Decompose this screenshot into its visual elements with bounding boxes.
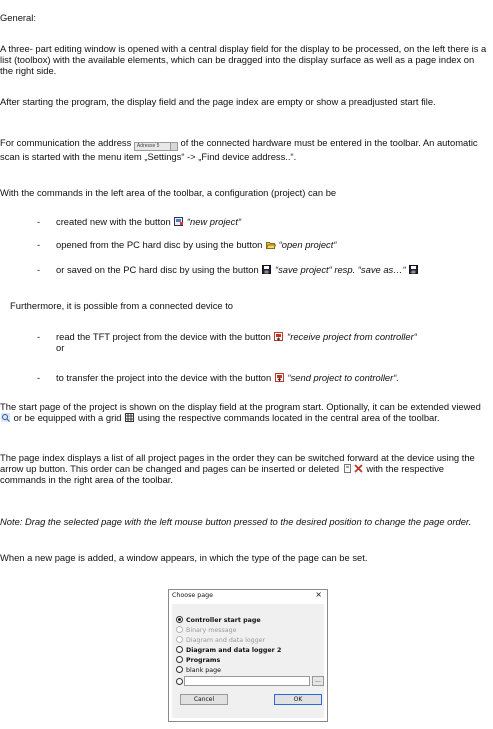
start-page-text-b: or be equipped with a grid bbox=[13, 412, 122, 423]
bullet-save-text: or saved on the PC hard disc by using the button bbox=[56, 264, 259, 275]
dash: - bbox=[37, 216, 41, 227]
radio-icon bbox=[176, 626, 183, 633]
bullet-text bbox=[56, 239, 487, 250]
bullet-receive-text: read the TFT project from the device with the button bbox=[56, 331, 271, 342]
radio-icon bbox=[176, 656, 183, 663]
option-diagram-data-logger bbox=[176, 636, 265, 645]
note: Note: Drag the selected page with the left mouse button pressed to the desired position to change the page order. bbox=[0, 516, 472, 527]
address-label: Adresse bbox=[136, 143, 156, 149]
zoom-icon bbox=[1, 413, 10, 422]
cancel-button[interactable]: Cancel bbox=[180, 694, 228, 705]
address-text-a: For communication the address bbox=[0, 137, 132, 148]
option-label: Diagram and data logger 2 bbox=[186, 647, 282, 654]
bullet-text bbox=[56, 264, 487, 275]
address-value: 5 bbox=[156, 143, 160, 149]
page-index-text-a: The page index displays a list of all project pages in the order they can be switched forward at the device using the arrow up button. This order can be changed and pages can be inserted or deleted bbox=[0, 452, 475, 474]
heading: General: bbox=[0, 12, 36, 23]
bullet-new-text: created new with the button bbox=[56, 216, 171, 227]
radio-icon bbox=[176, 666, 183, 673]
open-project-label: “open project“ bbox=[278, 239, 337, 250]
spinner-icon bbox=[170, 143, 177, 150]
option-controller-start-page[interactable] bbox=[176, 616, 261, 625]
paragraph-page-index bbox=[0, 452, 487, 485]
bullet-or-text: or bbox=[56, 342, 65, 353]
paragraph-commands: With the commands in the left area of the toolbar, a configuration (project) can be bbox=[0, 187, 337, 198]
dash: - bbox=[37, 239, 41, 250]
new-project-label: “new project“ bbox=[186, 216, 242, 227]
dash: - bbox=[37, 264, 41, 275]
paragraph-address bbox=[0, 137, 487, 162]
option-label: Binary message bbox=[186, 627, 237, 634]
paragraph-intro: A three- part editing window is opened with a central display field for the display to be processed, on the left there is a list (toolbox) with the available elements, which can be dragged into the display surface as well as a page index on the right side. bbox=[0, 43, 487, 76]
receive-project-icon bbox=[274, 332, 283, 341]
option-label: blank page bbox=[186, 667, 221, 674]
page-index-text-b: with the respective commands in the right area of the toolbar. bbox=[0, 463, 444, 485]
ok-button[interactable]: OK bbox=[274, 694, 322, 705]
option-diagram-data-logger-2[interactable] bbox=[176, 646, 281, 655]
bullet-text bbox=[56, 331, 487, 353]
dialog-title: Choose page bbox=[172, 592, 213, 599]
option-label: Controller start page bbox=[186, 617, 261, 624]
bullet-open-text: opened from the PC hard disc by using the button bbox=[56, 239, 263, 250]
choose-page-dialog bbox=[168, 589, 328, 722]
dash: - bbox=[37, 372, 41, 383]
new-project-icon bbox=[174, 217, 183, 226]
start-page-text-c: using the respective commands located in the central area of the toolbar. bbox=[137, 412, 440, 423]
dash: - bbox=[37, 331, 41, 342]
save-as-icon bbox=[409, 265, 418, 274]
radio-icon bbox=[176, 636, 183, 643]
option-label: Diagram and data logger bbox=[186, 637, 266, 644]
dialog-body bbox=[172, 604, 324, 718]
browse-button[interactable]: ... bbox=[312, 676, 324, 686]
paragraph-start: After starting the program, the display field and the page index are empty or show a preadjusted start file. bbox=[0, 96, 436, 107]
bullet-send-text: to transfer the project into the device with the button bbox=[56, 372, 272, 383]
save-project-label: “save project“ resp. “save as…“ bbox=[274, 264, 406, 275]
send-project-icon bbox=[275, 373, 284, 382]
grid-icon bbox=[125, 413, 134, 422]
radio-icon bbox=[176, 678, 183, 685]
radio-icon bbox=[176, 646, 183, 653]
file-path-input[interactable] bbox=[184, 676, 310, 686]
send-project-label: “send project to controller“. bbox=[287, 372, 399, 383]
option-binary-message bbox=[176, 626, 237, 635]
option-blank-page[interactable] bbox=[176, 666, 221, 675]
receive-project-label: “receive project from controller“ bbox=[287, 331, 417, 342]
bullet-text bbox=[56, 216, 487, 227]
insert-page-icon bbox=[343, 464, 352, 473]
radio-selected-icon bbox=[176, 616, 183, 623]
address-field[interactable] bbox=[134, 142, 178, 151]
address-text-b: of the connected hardware must be entered in the toolbar. An automatic scan is started with the menu item „Settings“ -> „Find device address..“. bbox=[0, 137, 478, 162]
option-label: Programs bbox=[186, 657, 221, 664]
close-icon[interactable]: × bbox=[315, 590, 322, 599]
bullet-text bbox=[56, 372, 487, 383]
option-programs[interactable] bbox=[176, 656, 220, 665]
start-page-text-a: The start page of the project is shown on the display field at the program start. Optionally, it can be extended viewed bbox=[0, 401, 481, 412]
paragraph-device: Furthermore, it is possible from a connected device to bbox=[10, 300, 234, 311]
svg-text:...: ... bbox=[410, 269, 415, 274]
delete-page-icon bbox=[354, 464, 363, 473]
open-project-icon bbox=[266, 240, 275, 249]
paragraph-new-page: When a new page is added, a window appears, in which the type of the page can be set. bbox=[0, 552, 368, 563]
save-project-icon bbox=[262, 265, 271, 274]
paragraph-start-page bbox=[0, 401, 487, 423]
